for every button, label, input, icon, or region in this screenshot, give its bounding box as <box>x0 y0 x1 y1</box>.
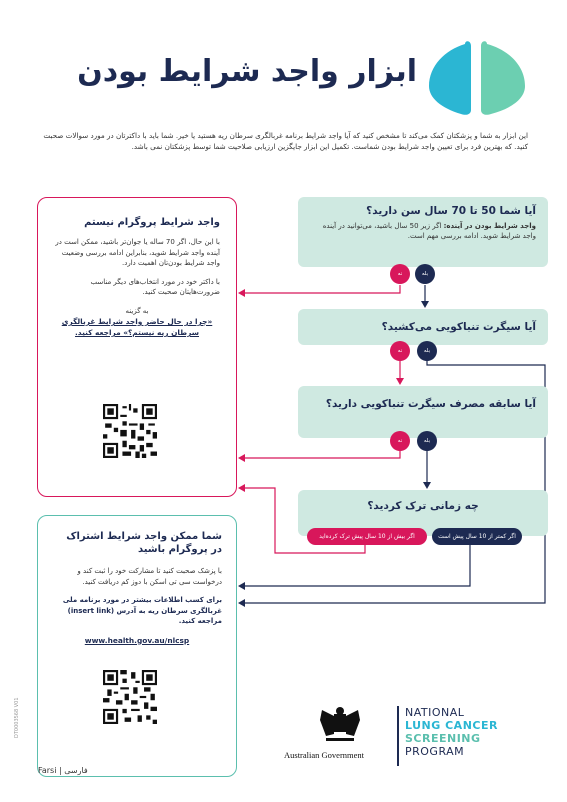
program-line-3: SCREENING <box>405 732 481 745</box>
not-eligible-paragraph-1: با این حال، اگر 70 ساله یا جوان‌تر باشید، ممکن است در آینده واجد شرایط شوید، بنابراین ادامه بررسی وضعیت واجد شرایط بودن‌تان اهمیت دارد. <box>55 238 220 267</box>
connector-q3-no <box>245 450 400 458</box>
australian-government-label: Australian Government <box>284 750 365 760</box>
pill-quit-more-than-10: اگر بیش از 10 سال پیش ترک کرده‌اید <box>307 528 427 545</box>
language-english: Farsi <box>38 766 57 775</box>
program-line-4: PROGRAM <box>405 745 465 758</box>
question-2-box <box>298 309 548 345</box>
document-code: DT0003568 V01 <box>14 697 20 738</box>
language-separator: | <box>59 766 62 775</box>
logo-divider <box>397 706 399 766</box>
page-title: ابزار واجد شرایط بودن <box>77 54 417 89</box>
question-2-title: آیا سیگرت تنباکویی می‌کشید؟ <box>381 321 536 333</box>
language-label <box>38 766 88 775</box>
not-eligible-title: واجد شرایط پروگرام نیستم <box>84 217 220 228</box>
question-1-box <box>298 197 548 267</box>
qr-code-eligible[interactable] <box>103 670 157 724</box>
question-1-title: آیا شما 50 تا 70 سال سن دارید؟ <box>366 205 536 217</box>
eligible-card <box>37 515 237 777</box>
program-logo <box>405 706 498 758</box>
qr-code-not-eligible[interactable] <box>103 404 157 458</box>
question-1-note-label: واجد شرایط بودن در آینده: <box>443 222 536 230</box>
program-line-1: NATIONAL <box>405 706 465 719</box>
question-3-box <box>298 386 548 438</box>
question-4-title: چه زمانی ترک کردید؟ <box>367 500 479 512</box>
question-1-note-text: اگر زیر 50 سال باشید، می‌توانید در آینده واجد شرایط شوید. ادامه بررسی مهم است. <box>322 222 536 240</box>
pill-quit-less-than-10: اگر کمتر از 10 سال پیش است <box>432 528 522 545</box>
not-eligible-paragraph-3: به گزینه <box>125 306 149 315</box>
not-eligible-paragraph-2: با داکتر خود در مورد انتخاب‌های دیگر مناسب ضرورت‌هایتان صحبت کنید. <box>90 277 220 296</box>
language-farsi: فارسی <box>64 766 88 775</box>
nlcsp-website-link[interactable]: www.health.gov.au/nlcsp <box>84 635 190 645</box>
q1-no-badge: نه <box>390 264 410 284</box>
program-line-2: LUNG CANCER <box>405 719 498 732</box>
question-1-note <box>310 221 536 241</box>
intro-paragraph: این ابزار به شما و پزشکتان کمک می‌کند تا مشخص کنید که آیا واجد شرایط برنامه غربالگری سرطان ریه هستید یا خیر. شما باید با داکترتان در مورد سوالات صحبت کنید. که بهترین فرد برای تعیین واجد شرایط بودن شماست. تکمیل این ابزار جایگزین ارزیابی صلاحیت شما توسط پزشکتان نمی باشد. <box>43 131 528 151</box>
q3-no-badge: نه <box>390 431 410 451</box>
eligible-title: شما ممکن واجد شرایط اشتراک در پروگرام باشید <box>66 531 222 555</box>
eligible-paragraph-2: برای کسب اطلاعات بیشتر در مورد برنامه ملی غربالگری سرطان ریه به آدرس (insert link) مراجعه کنید. <box>62 596 222 625</box>
why-not-eligible-link[interactable]: «چرا در حال حاضر واجد شرایط غربالگری سرطان ریه نیستم؟» مراجعه کنید. <box>61 317 213 337</box>
coat-of-arms-icon <box>318 706 362 746</box>
q1-yes-badge: بله <box>415 264 435 284</box>
connector-q4-less10 <box>245 545 470 586</box>
connector-q1-no <box>245 285 400 293</box>
question-3-title: آیا سابقه مصرف سیگرت تنباکویی دارید؟ <box>325 398 536 410</box>
q3-yes-badge: بله <box>417 431 437 451</box>
q2-yes-badge: بله <box>417 341 437 361</box>
q2-no-badge: نه <box>390 341 410 361</box>
eligible-paragraph-1: با پزشک صحبت کنید تا مشارکت خود را ثبت کند و درخواست سی تی اسکن با دوز کم دریافت کنید. <box>77 567 222 586</box>
